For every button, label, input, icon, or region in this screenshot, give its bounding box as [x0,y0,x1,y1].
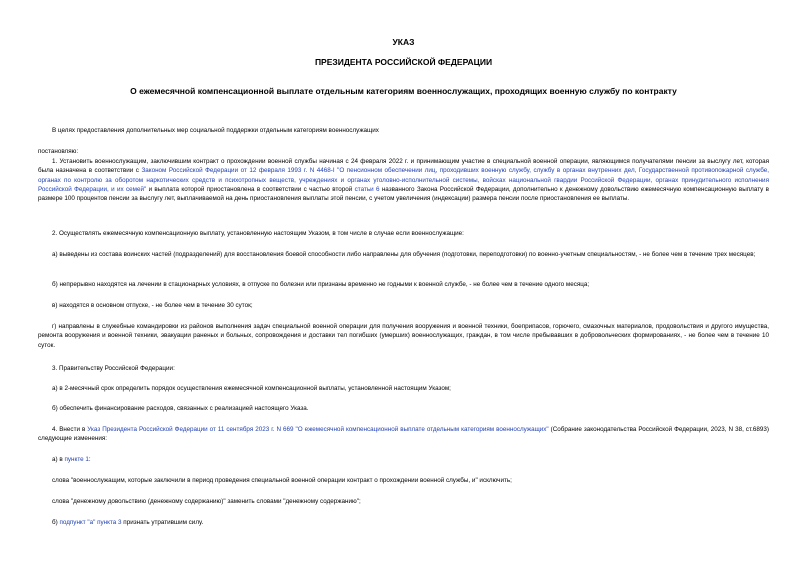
paragraph-1-text-b: и выплата которой приостановлена в соответствии с частью второй [146,185,355,193]
paragraph-4 [38,425,769,444]
article-6-link[interactable]: статьи 6 [354,185,380,193]
issuer-title: ПРЕЗИДЕНТА РОССИЙСКОЙ ФЕДЕРАЦИИ [314,57,493,67]
paragraph-4a-text-1: слова "военнослужащим, которые заключили в период проведения специальной военной операции контракт о прохождении военной службы, и" исключить; [52,477,512,484]
paragraph-3b: б) обеспечить финансирование расходов, связанных с реализацией настоящего Указа. [52,405,309,412]
paragraph-3: 3. Правительству Российской Федерации: [52,365,175,372]
decree-669-link[interactable]: Указ Президента Российской Федерации от 11 сентября 2023 г. N 669 "О ежемесячной компенсационной выплате отдельным категориям военнослужащих" [87,426,549,433]
preamble: В целях предоставления дополнительных мер социальной поддержки отдельным категориям военнослужащих [52,127,379,134]
paragraph-1-text-a: 1. Установить военнослужащим, заключившим контракт о прохождении военной службы начиная с 24 февраля 2022 г. и принимающим участие в специальной военной операции, являющимся получателями пенсии за выслугу лет, которая была назначена в соответствии с [38,158,769,175]
paragraph-2g: г) направлены в служебные командировки из районов выполнения задач специальной военной операции для получения вооружения и военной техники, боеприпасов, горючего, смазочных материалов, продовольствия и другого имущества, ремонта вооружения и военной техники, эвакуации раненых и больных, сопровождения и доставки тел погибших (умерших) военнослужащих, граждан, в том числе пребывавших в добровольческих формированиях, - не более чем в течение 10 суток. [38,323,769,349]
paragraph-4b-text-b: признать утратившим силу. [121,519,204,526]
paragraph-4a-text-a: а) в [52,456,65,463]
paragraph-4a-text-b: : [88,456,91,463]
paragraph-4b-text-a: б) [52,519,60,526]
point-1-link[interactable]: пункте 1 [64,456,89,463]
paragraph-4-text-a: 4. Внести в [52,426,88,433]
decree-word: постановляю: [38,148,79,155]
paragraph-4a-text-2: слова "денежному довольствию (денежному содержанию)" заменить словами "денежному содержанию"; [52,498,361,505]
paragraph-1 [38,157,769,203]
paragraph-3a: а) в 2-месячный срок определить порядок осуществления ежемесячной компенсационной выплаты, установленной настоящим Указом; [52,385,451,392]
paragraph-4a [38,455,769,464]
paragraph-2: 2. Осуществлять ежемесячную компенсационную выплату, установленную настоящим Указом, в том числе в случае если военнослужащие: [52,230,464,237]
paragraph-1-text-c: названного Закона Российской Федерации, дополнительно к денежному довольствию ежемесячную компенсационную выплату в размере 100 процентов пенсии за выслугу лет, выплачиваемой на день приостановления выплаты этой пенсии, с учетом увеличения (индексации) размера пенсии после приостановления ее выплаты. [38,185,769,203]
paragraph-2v: в) находятся в основном отпуске, - не более чем в течение 30 суток; [52,302,253,309]
decree-subject: О ежемесячной компенсационной выплате отдельным категориям военнослужащих, проходящих военную службу по контракту [130,86,677,96]
paragraph-4b [38,518,769,527]
paragraph-4-text-b: (Собрание законодательства Российской Федерации, 2023, N 38, ст.6893) следующие изменения: [38,426,769,443]
paragraph-2a: а) выведены из состава воинских частей (подразделений) для восстановления боевой способности либо направлены для обучения (подготовки, переподготовки) по военно-учетным специальностям, - не более чем в течение трех месяцев; [52,251,756,258]
decree-title: УКАЗ [392,37,415,47]
paragraph-2b: б) непрерывно находятся на лечении в стационарных условиях, в отпуске по болезни или признаны временно не годными к военной службе, - не более чем в течение одного месяца; [52,281,590,288]
subpoint-a-point-3-link[interactable]: подпункт "а" пункта 3 [59,519,122,526]
law-link[interactable]: Законом Российской Федерации от 12 февраля 1993 г. N 4468-I "О пенсионном обеспечении лиц, проходивших военную службу, службу в органах внутренних дел, Государственной противопожарной службе, органах по контролю за оборотом наркотических средств и психотропных веществ, учреждениях и органах уголовно-исполнительной системы, войсках национальной гвардии Российской Федерации, органах принудительного исполнения Российской Федерации, и их семей" [38,167,769,193]
